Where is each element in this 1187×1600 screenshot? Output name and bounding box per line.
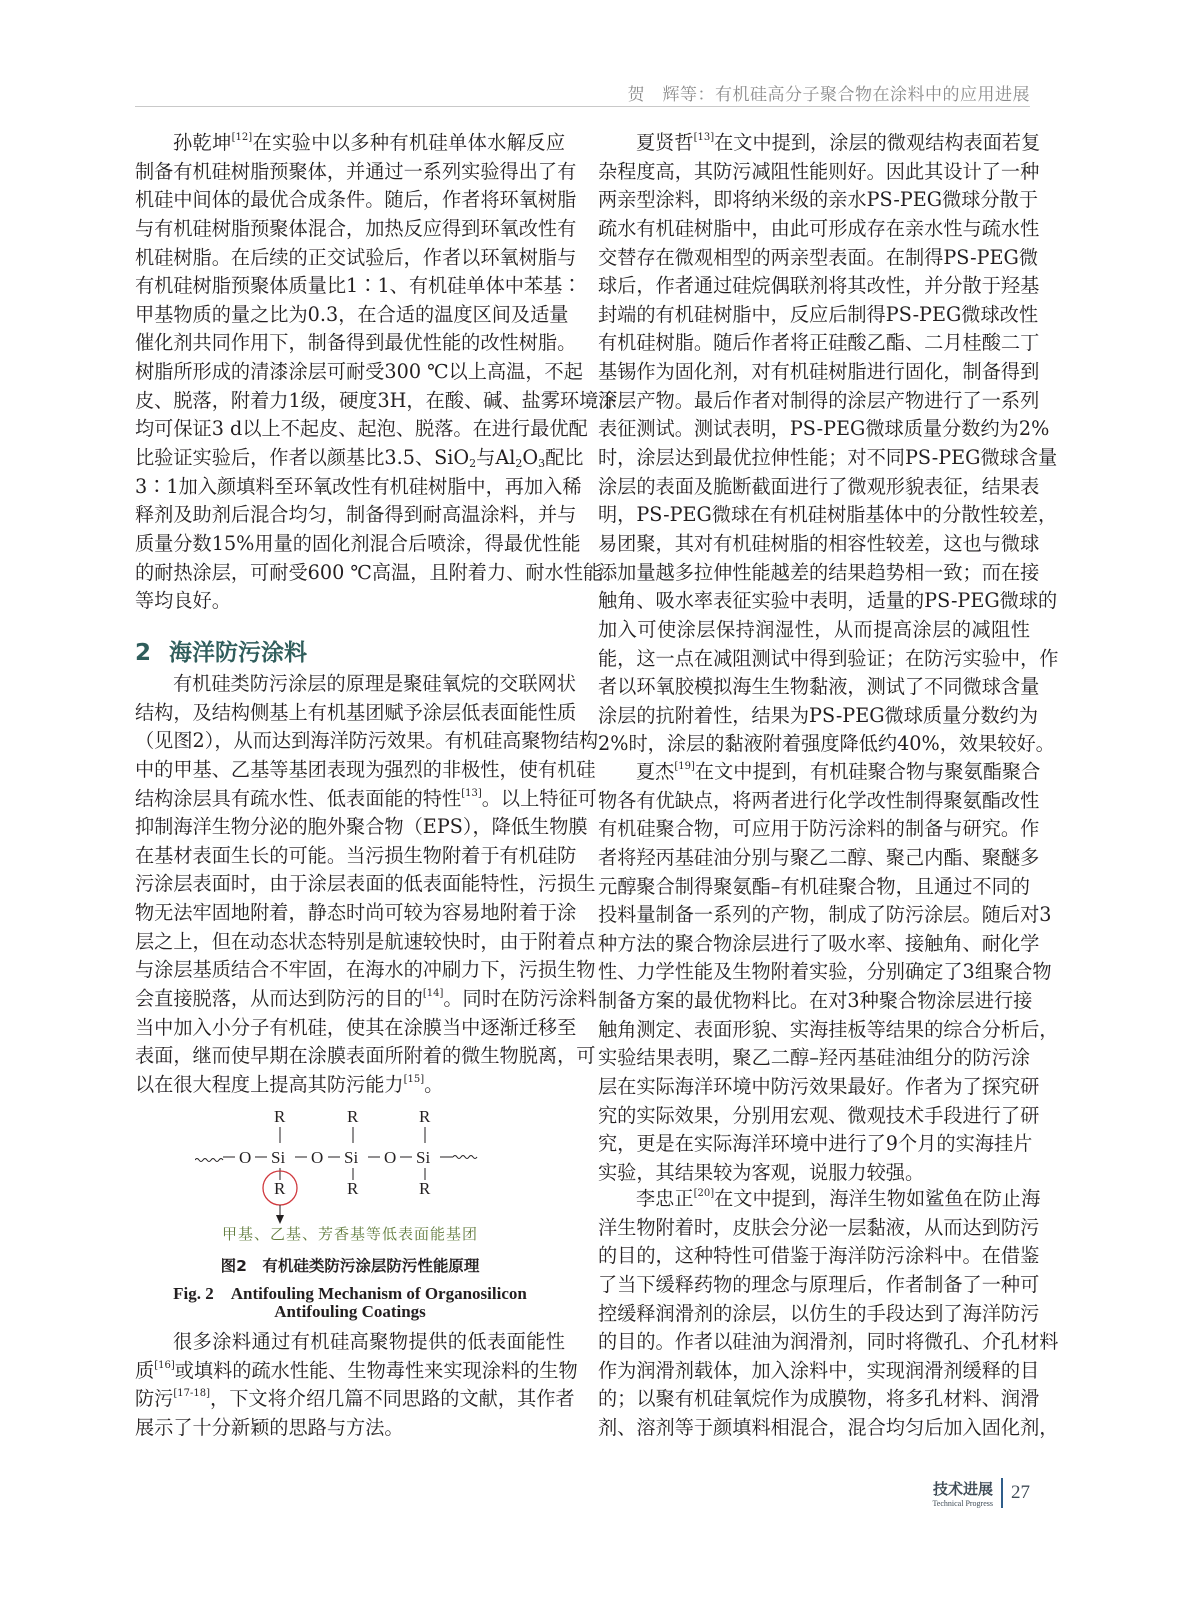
text-line: 洋生物附着时，皮肤会分泌一层黏液，从而达到防污 — [598, 1215, 1040, 1239]
text-line: 有机硅树脂。随后作者将正硅酸乙酯、二月桂酸二丁 — [598, 331, 1040, 355]
text-line: （见图2），从而达到海洋防污效果。有机硅高聚物结构 — [135, 729, 599, 753]
atom-si: Si — [416, 1148, 431, 1167]
text-segment: 在文中提到，涂层的微观结构表面若复 — [714, 131, 1041, 154]
text-line: 层在实际海洋环境中防污效果最好。作者为了探究研 — [598, 1075, 1040, 1099]
text-segment: 李忠正 — [636, 1187, 694, 1210]
text-segment: O — [522, 446, 539, 470]
atom-si: Si — [344, 1148, 359, 1167]
text-segment: 配比 — [545, 446, 584, 470]
text-line: 的；以聚有机硅氧烷作为成膜物，将多孔材料、润滑 — [598, 1387, 1040, 1411]
atom-o: O — [311, 1148, 324, 1167]
text-line: 涂层产物。最后作者对制得的涂层产物进行了一系列 — [598, 388, 1040, 412]
text-line: 当中加入小分子有机硅，使其在涂膜当中逐渐迁移至 — [135, 1015, 577, 1039]
page-number: 27 — [1011, 1482, 1030, 1503]
text-line: 添加量越多拉伸性能越差的结果趋势相一致；而在接 — [598, 560, 1040, 584]
atom-r: R — [419, 1179, 431, 1198]
text-line: 投料量制备一系列的产物，制成了防污涂层。随后对3 — [598, 903, 1052, 927]
text-line: 的耐热涂层，可耐受600 ℃高温，且附着力、耐水性能 — [135, 560, 603, 584]
section-number: 2 — [135, 640, 152, 666]
text-line: 加入可使涂层保持润湿性，从而提高涂层的减阻性 — [598, 617, 1030, 641]
atom-o: O — [384, 1148, 397, 1167]
text-segment: 或填料的疏水性能、生物毒性来实现涂料的生物 — [174, 1358, 578, 1382]
text-line: 树脂所形成的清漆涂层可耐受300 ℃以上高温，不起 — [135, 360, 583, 384]
footer-divider — [1001, 1478, 1003, 1508]
text-line: 物无法牢固地附着，静态时尚可较为容易地附着于涂 — [135, 901, 577, 925]
text-line: 物各有优缺点，将两者进行化学改性制得聚氨酯改性 — [598, 788, 1040, 812]
figure-caption-cn: 图2 有机硅类防污涂层防污性能原理 — [220, 1257, 480, 1275]
text-line: 与涂层基质结合不牢固，在海水的冲刷力下，污损生物 — [135, 958, 596, 982]
figure-note: 甲基、乙基、芳香基等低表面能基团 — [221, 1225, 478, 1243]
text-line: 涂层的抗附着性，结果为PS-PEG微球质量分数约为 — [598, 703, 1039, 727]
text-line: 抑制海洋生物分泌的胞外聚合物（EPS），降低生物膜 — [135, 815, 588, 839]
text-line: 的目的，这种特性可借鉴于海洋防污涂料中。在借鉴 — [598, 1244, 1040, 1268]
paragraph — [598, 1185, 1059, 1443]
text-line: 究，更是在实际海洋环境中进行了9个月的实海挂片 — [598, 1132, 1033, 1156]
text-line: 层之上，但在动态状态特别是航速较快时，由于附着点 — [135, 929, 596, 953]
text-segment: 结构涂层具有疏水性、低表面能的特性 — [135, 786, 462, 810]
text-line: 中的甲基、乙基等基团表现为强烈的非极性，使有机硅 — [135, 757, 596, 781]
text-line: 控缓释润滑剂的涂层，以仿生的手段达到了海洋防污 — [598, 1301, 1040, 1325]
atom-r: R — [274, 1179, 286, 1198]
text-segment: 防污 — [135, 1387, 174, 1411]
text-line: 实验结果表明，聚乙二醇–羟丙基硅油组分的防污涂 — [598, 1046, 1030, 1070]
section-heading — [135, 634, 307, 667]
text-line — [135, 1385, 575, 1414]
text-segment: 在文中提到，有机硅聚合物与聚氨酯聚合 — [694, 760, 1041, 783]
text-line: 结构，及结构侧基上有机基团赋予涂层低表面能性质 — [135, 700, 577, 724]
text-line: 有机硅聚合物，可应用于防污涂料的制备与研究。作 — [598, 817, 1040, 841]
text-line: 究的实际效果，分别用宏观、微观技术手段进行了研 — [598, 1103, 1040, 1127]
text-line: 等均良好。 — [135, 589, 231, 613]
text-line — [598, 1185, 1041, 1214]
text-line: 在基材表面生长的可能。当污损生物附着于有机硅防 — [135, 843, 577, 867]
citation: [13] — [461, 787, 482, 799]
text-line: 元醇聚合制得聚氨酯–有机硅聚合物，且通过不同的 — [598, 874, 1030, 898]
citation: [14] — [422, 988, 444, 1000]
text-line: 易团聚，其对有机硅树脂的相容性较差，这也与微球 — [598, 531, 1040, 555]
text-line: 皮、脱落，附着力1级，硬度3H，在酸、碱、盐雾环境下 — [135, 388, 618, 412]
text-line — [135, 129, 565, 158]
text-line: 杂程度高，其防污减阻性能则好。因此其设计了一种 — [598, 159, 1040, 183]
text-line — [135, 1071, 565, 1100]
text-line: 者将羟丙基硅油分别与聚乙二醇、聚己内酯、聚醚多 — [598, 845, 1040, 869]
text-segment: 质 — [135, 1358, 155, 1382]
text-line — [135, 1357, 578, 1386]
text-segment: 比验证实验后，作者以颜基比3.5、SiO — [135, 446, 470, 470]
text-segment: 夏杰 — [636, 760, 675, 783]
text-segment: 孙乾坤 — [173, 131, 232, 154]
running-header: 贺 辉等：有机硅高分子聚合物在涂料中的应用进展 — [627, 85, 1030, 105]
figure-caption-en: Fig. 2 Antifouling Mechanism of Organosilicon — [173, 1284, 527, 1303]
paragraph — [135, 1328, 578, 1443]
atom-r: R — [419, 1107, 431, 1126]
text-line: 制备方案的最优物料比。在对3种聚合物涂层进行接 — [598, 989, 1033, 1013]
text-line: 质量分数15%用量的固化剂混合后喷涂，得最优性能 — [135, 531, 581, 555]
text-line: 封端的有机硅树脂中，反应后制得PS-PEG微球改性 — [598, 302, 1039, 326]
text-line: 基锡作为固化剂，对有机硅树脂进行固化，制备得到 — [598, 360, 1040, 384]
text-line: 催化剂共同作用下，制备得到最优性能的改性树脂。 — [135, 331, 577, 355]
text-line: 球后，作者通过硅烷偶联剂将其改性，并分散于羟基 — [598, 274, 1040, 298]
text-line: 性、力学性能及生物附着实验，分别确定了3组聚合物 — [598, 960, 1052, 984]
text-line — [135, 985, 597, 1014]
citation: [15] — [403, 1073, 425, 1085]
subscript: 2 — [469, 457, 477, 471]
text-line: 3∶1加入颜填料至环氧改性有机硅树脂中，再加入稀 — [135, 474, 582, 498]
chain-wave-left — [195, 1159, 223, 1162]
text-line — [135, 785, 597, 814]
text-line: 了当下缓释药物的理念与原理后，作者制备了一种可 — [598, 1272, 1040, 1296]
paragraph — [598, 129, 1059, 759]
text-line: 机硅中间体的最优合成条件。随后，作者将环氧树脂 — [135, 188, 577, 212]
text-line: 污涂层表面时，由于涂层表面的低表面能特性，污损生 — [135, 872, 596, 896]
paragraph — [598, 758, 1059, 1188]
text-segment: 会直接脱落，从而达到防污的目的 — [135, 987, 423, 1011]
text-line: 疏水有机硅树脂中，由此可形成存在亲水性与疏水性 — [598, 216, 1040, 240]
text-line: 明，PS-PEG微球在有机硅树脂基体中的分散性较差， — [598, 503, 1058, 527]
paragraph — [135, 129, 618, 616]
text-line: 与有机硅树脂预聚体混合，加热反应得到环氧改性有 — [135, 216, 577, 240]
text-segment: 。以上特征可 — [481, 786, 597, 810]
text-line: 交替存在微观相型的两亲型表面。在制得PS-PEG微 — [598, 245, 1039, 269]
chain-wave-right — [453, 1156, 477, 1159]
text-line: 机硅树脂。在后续的正交试验后，作者以环氧树脂与 — [135, 245, 577, 269]
text-line: 剂、溶剂等于颜填料相混合，混合均匀后加入固化剂， — [598, 1416, 1059, 1440]
text-line: 实验，其结果较为客观，说服力较强。 — [598, 1160, 925, 1184]
citation: [13] — [693, 132, 715, 143]
text-segment: 以在很大程度上提高其防污能力 — [135, 1072, 404, 1096]
text-segment: 与Al — [476, 446, 516, 470]
atom-r: R — [274, 1107, 286, 1126]
footer-section-cn: 技术进展 — [932, 1480, 993, 1498]
text-line: 甲基物质的量之比为0.3，在合适的温度区间及适量 — [135, 302, 569, 326]
page-footer — [932, 1478, 1030, 1508]
text-line: 种方法的聚合物涂层进行了吸水率、接触角、耐化学 — [598, 931, 1040, 955]
text-line: 制备有机硅树脂预聚体，并通过一系列实验得出了有 — [135, 159, 577, 183]
text-line — [135, 444, 584, 473]
text-line: 有机硅树脂预聚体质量比1∶1、有机硅单体中苯基∶ — [135, 274, 582, 298]
text-segment: 夏贤哲 — [636, 131, 694, 154]
text-line: 有机硅类防污涂层的原理是聚硅氧烷的交联网状 — [173, 672, 576, 695]
atom-r: R — [347, 1179, 359, 1198]
text-line: 者以环氧胶模拟海生生物黏液，测试了不同微球含量 — [598, 675, 1040, 699]
text-segment: 。 — [424, 1072, 444, 1096]
text-line — [598, 758, 1041, 787]
footer-section-en: Technical Progress — [932, 1499, 993, 1508]
citation: [17-18] — [173, 1388, 211, 1400]
text-line: 作为润滑剂载体，加入涂料中，实现润滑剂缓释的目 — [598, 1358, 1040, 1382]
text-line: 的目的。作者以硅油为润滑剂，同时将微孔、介孔材料 — [598, 1330, 1059, 1354]
subscript: 3 — [538, 457, 546, 471]
text-line: 表征测试。测试表明，PS-PEG微球质量分数约为2% — [598, 417, 1050, 441]
text-line: 很多涂料通过有机硅高聚物提供的低表面能性 — [173, 1330, 565, 1353]
text-segment: 。同时在防污涂料 — [443, 987, 597, 1011]
text-line: 2%时，涂层的黏液附着强度降低约40%，效果较好。 — [598, 732, 1055, 756]
header-rule — [135, 106, 1030, 107]
citation: [20] — [693, 1188, 715, 1199]
citation: [19] — [674, 761, 695, 772]
text-line: 两亲型涂料，即将纳米级的亲水PS-PEG微球分散于 — [598, 188, 1039, 212]
paragraph — [135, 670, 599, 1100]
text-line — [598, 129, 1041, 158]
text-line: 触角、吸水率表征实验中表明，适量的PS-PEG微球的 — [598, 589, 1058, 613]
text-line: 触角测定、表面形貌、实海挂板等结果的综合分析后， — [598, 1017, 1059, 1041]
subscript: 2 — [515, 457, 523, 471]
figure-caption-en-cont: Antifouling Coatings — [274, 1302, 426, 1321]
text-segment: 在实验中以多种有机硅单体水解反应 — [252, 131, 566, 154]
atom-o: O — [239, 1148, 252, 1167]
text-line: 均可保证3 d以上不起皮、起泡、脱落。在进行最优配 — [135, 417, 588, 441]
atom-r: R — [347, 1107, 359, 1126]
text-line: 释剂及助剂后混合均匀，制备得到耐高温涂料，并与 — [135, 503, 577, 527]
text-line: 表面，继而使早期在涂膜表面所附着的微生物脱离，可 — [135, 1044, 596, 1068]
text-line: 能，这一点在减阻测试中得到验证；在防污实验中，作 — [598, 646, 1059, 670]
citation: [12] — [231, 132, 253, 143]
text-line: 涂层的表面及脆断截面进行了微观形貌表征，结果表 — [598, 474, 1040, 498]
atom-si: Si — [271, 1148, 286, 1167]
text-line: 时，涂层达到最优拉伸性能；对不同PS-PEG微球含量 — [598, 446, 1058, 470]
text-segment: ，下文将介绍几篇不同思路的文献，其作者 — [210, 1387, 575, 1411]
text-segment: 在文中提到，海洋生物如鲨鱼在防止海 — [714, 1187, 1041, 1210]
section-title: 海洋防污涂料 — [169, 640, 308, 666]
citation: [16] — [154, 1359, 175, 1371]
text-line: 展示了十分新颖的思路与方法。 — [135, 1415, 404, 1439]
